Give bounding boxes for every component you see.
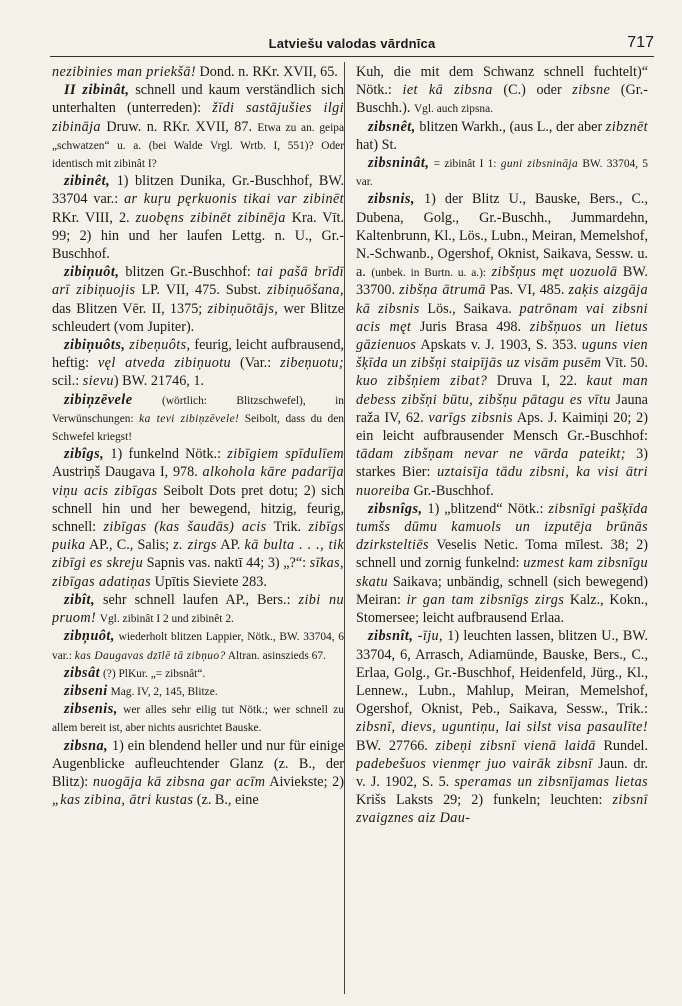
example-text: uztaisīja tādu zibsni, ka visi ātri nuoreiba bbox=[356, 464, 648, 499]
running-header bbox=[50, 34, 654, 57]
entry-text: 1) „blitzend“ Nötk.: bbox=[422, 500, 549, 517]
note-text: (wörtlich: Blitzschwefel), in Verwünschungen: bbox=[52, 394, 344, 425]
dictionary-entry bbox=[52, 63, 344, 81]
example-text: patrōnam vai zibsni acis męt bbox=[356, 300, 648, 335]
dictionary-entry bbox=[52, 627, 344, 663]
dictionary-entry bbox=[52, 591, 344, 627]
entry-text: Aps. J. Kaimiņi 20; 2) ein leicht aufbrausender Mensch Gr.-Buschhof: bbox=[356, 409, 648, 445]
entry-text: 1) blitzen Dunika, Gr.-Buschhof, BW. 33704 var.: bbox=[52, 173, 344, 208]
example-text: kaut man debess zibšņi būtu, zibšņu pātagu es vītu bbox=[356, 373, 648, 408]
example-text: padebešuos vienmęr juo vairāk zibsnī bbox=[356, 755, 593, 772]
entry-text: Jauna raža IV, 62. bbox=[356, 391, 648, 426]
note-example: kas Daugavas dzīlē tā zibņuo? bbox=[74, 649, 226, 662]
headword: zibît, bbox=[64, 591, 95, 608]
left-column bbox=[52, 63, 344, 993]
entry-text: Pas. VI, 485. bbox=[485, 282, 569, 299]
entry-text: BW. 27766. bbox=[356, 737, 436, 754]
example-text: zibsnīgi pašķīda tumšs dūmu kamuols un izputēja brūnās dzirksteltiēs bbox=[356, 500, 648, 554]
note-text: Vgl. auch zipsna. bbox=[413, 103, 494, 116]
entry-text: das Blitzen Vēr. II, 1375; bbox=[52, 300, 208, 317]
entry-text: scil.: bbox=[52, 373, 83, 390]
headword: zibiņzēvele bbox=[64, 391, 133, 408]
example-text: vęl atveda zibiņuotu bbox=[97, 355, 232, 372]
example-text: zibšņus męt uozuolā bbox=[491, 264, 618, 281]
entry-text: hat) St. bbox=[356, 136, 397, 153]
entry-text: Veselis Netic. Toma mīlest. 38; 2) schnell und zornig funkelnd: bbox=[356, 537, 648, 572]
headword: zibsna, bbox=[64, 737, 109, 754]
entry-text: Druva I, 22. bbox=[487, 373, 587, 390]
example-text: ar kuŗu pęrkuonis tikai var zibinēt bbox=[124, 191, 344, 208]
dictionary-entry bbox=[52, 700, 344, 736]
dictionary-entry bbox=[356, 627, 648, 827]
example-text: tai pašā brīdī arī zibiņuojis bbox=[52, 264, 344, 299]
dictionary-entry bbox=[52, 682, 344, 700]
entry-text: feurig, leicht aufbrausend, heftig: bbox=[52, 337, 344, 372]
entry-text: Kra. Vīt. 99; 2) hin und her laufen Lettg. n. U., Gr.-Buschhof. bbox=[52, 209, 344, 263]
dictionary-entry bbox=[52, 664, 344, 682]
example-text: zibiņuōšana, bbox=[267, 282, 344, 299]
example-text: zibīgs puika bbox=[52, 519, 344, 554]
entry-text: 3) starkes Bier: bbox=[356, 446, 648, 481]
example-text: zibsnī zvaigznes aiz Dau- bbox=[356, 792, 648, 827]
entry-text: Gr.-Buschhof. bbox=[409, 482, 494, 499]
entry-text: Kuh, die mit dem Schwanz schnell fuchtelt)“ Nötk.: bbox=[356, 64, 648, 99]
headword: zibiņuôts, bbox=[64, 337, 126, 354]
entry-text: wer Blitze schleudert (vom Jupiter). bbox=[52, 300, 344, 335]
dictionary-entry bbox=[52, 172, 344, 263]
headword: zibiņuôt, bbox=[64, 264, 120, 281]
example-text: kuo zibšņiem zibat? bbox=[356, 373, 488, 390]
entry-text: AP. bbox=[216, 537, 245, 554]
note-text: Seibolt, dass du den Schwefel kriegst! bbox=[52, 412, 344, 444]
dictionary-entry bbox=[52, 336, 344, 391]
example-text: zuobęns zibinēt zibinēja bbox=[135, 209, 286, 226]
example-text: zibeņi zibsnī vienā laidā bbox=[435, 737, 596, 754]
note-text: wiederholt blitzen Lappier, Nötk., BW. 33704, 6 var.: bbox=[52, 631, 344, 662]
example-text: zibšņa ātrumā bbox=[399, 282, 486, 299]
dictionary-entry bbox=[356, 190, 648, 499]
entry-text: 1) leuchten lassen, blitzen U., BW. 33704, 6, Arrasch, Adiamünde, Bauske, Bers., C., Erlaa, Golg., Gr.-Buschhof, Heidenfeld, Jürg., Kl., Lennew., Lubn., Mahlup, Meiran, Memelshof, Ogershof, Oknist, Peb., Saikava, Sessw., Trik.: bbox=[356, 628, 648, 718]
example-text: sīkas, zibīgas adatiņas bbox=[52, 555, 344, 590]
entry-text: Aiviekste; 2) bbox=[265, 773, 344, 790]
dictionary-entry bbox=[356, 118, 648, 154]
example-text: zibsnī, dievs, uguntiņu, lai silst visa pasaulīte! bbox=[356, 719, 648, 736]
example-text: varīgs zibsnis bbox=[428, 409, 513, 426]
dictionary-entry bbox=[52, 81, 344, 172]
dictionary-entry bbox=[52, 737, 344, 810]
headword: zibseni bbox=[64, 682, 108, 699]
entry-text: Vīt. 50. bbox=[601, 355, 648, 372]
headword: II zibinât, bbox=[64, 82, 130, 99]
example-text: zibīgas (kas šaudās) acis bbox=[103, 519, 267, 536]
entry-text: Austriņš Daugava I, 978. bbox=[52, 464, 203, 481]
example-text: nezibinies man priekšā! bbox=[52, 64, 196, 80]
entry-text: (Gr.-Buschh.). bbox=[356, 82, 648, 117]
headword: zibņuôt, bbox=[64, 628, 115, 645]
note-text: BW. 33704, 5 var. bbox=[356, 158, 648, 189]
dictionary-entry bbox=[52, 391, 344, 446]
right-column bbox=[356, 63, 648, 993]
headword: zibsnîgs, bbox=[368, 500, 423, 517]
entry-text: Kalz., Kokn., Stomersee; leicht aufbrausend Erlaa. bbox=[356, 591, 648, 627]
example-text: zibeņuôts, bbox=[129, 337, 191, 354]
entry-text: Druw. n. RKr. XVII, 87. bbox=[100, 118, 258, 135]
entry-text: 1) ein blendend heller und nur für einige Augenblicke aufleuchtender Glanz (z. B., der Blitz): bbox=[52, 737, 344, 790]
example-text: -īju, bbox=[417, 628, 443, 645]
headword: zibsenis, bbox=[64, 701, 118, 718]
example-text: z. zirgs bbox=[173, 537, 217, 554]
note-text: (unbek. in Burtn. u. a.): bbox=[371, 267, 487, 280]
entry-text: Apskats v. J. 1903, S. 353. bbox=[416, 337, 582, 354]
example-text: tādam zibšņam nevar ne vārda pateikt; bbox=[356, 446, 626, 463]
example-text: zibi nu pruom! bbox=[52, 591, 344, 627]
note-text: Mag. IV, 2, 145, Blitze. bbox=[107, 685, 218, 698]
example-text: „kas zibina, ātri kustas bbox=[52, 792, 194, 809]
entry-text: Sapnis vas. naktī 44; 3) „?“: bbox=[143, 555, 310, 572]
note-text: (?) PlKur. „= zibsnât“. bbox=[100, 667, 206, 680]
entry-text: Seibolt Dots pret dotu; 2) sich schnell hin und her bewegend, hitzig, feurig, schnell: bbox=[52, 482, 344, 536]
example-text: uguns vien šķīda un zibšņi staipījās uz visām pusēm bbox=[356, 337, 648, 372]
column-divider bbox=[344, 62, 345, 994]
example-text: zibznēt bbox=[605, 118, 648, 135]
example-text: zaķis aizgāja kā zibsnis bbox=[356, 282, 648, 317]
entry-text: sehr schnell laufen AP., Bers.: bbox=[95, 591, 299, 608]
dictionary-entry bbox=[356, 154, 648, 190]
headword: zibsât bbox=[64, 664, 101, 681]
entry-text: BW. 33700. bbox=[356, 264, 648, 299]
headword: zibsnît, bbox=[368, 628, 414, 645]
headword: zibsnêt, bbox=[368, 118, 416, 135]
entry-text: ) BW. 21746, 1. bbox=[113, 373, 205, 390]
entry-text: AP., C., Salis; bbox=[85, 537, 174, 554]
dictionary-entry bbox=[356, 500, 648, 627]
entry-text: Saikava; unbändig, schnell (sich bewegend) Meiran: bbox=[356, 573, 648, 608]
example-text: žīdi sastājušies ilgi zibināja bbox=[52, 100, 344, 135]
note-text: wer alles sehr eilig tut Nötk.; wer schnell zu allem bereit ist, aber nichts ausrichtet Bauske. bbox=[52, 704, 344, 735]
entry-text: Juris Brasa 498. bbox=[411, 318, 530, 335]
example-text: zibīgiem spīdulīem bbox=[227, 446, 344, 463]
example-text: sievu bbox=[82, 373, 114, 390]
entry-text: (z. B., eine bbox=[193, 792, 259, 809]
entry-text: Krišs Laksts 29; 2) funkeln; leuchten: bbox=[356, 792, 613, 809]
entry-text: Dond. n. RKr. XVII, 65. bbox=[195, 64, 338, 80]
dictionary-title: Latviešu valodas vārdnīca bbox=[268, 36, 436, 51]
entry-text: Trik. bbox=[266, 519, 309, 536]
example-text: zibsne bbox=[572, 82, 611, 99]
note-text: Etwa zu an. geipa „schwatzen“ u. a. (bei Walde Vrgl. Wrtb. I, 551)? Oder identisch mit zibinât I? bbox=[52, 121, 344, 171]
example-text: uzmest kam zibsnīgu skatu bbox=[356, 555, 648, 590]
entry-text: schnell und kaum verständlich sich unterhalten (unterreden): bbox=[52, 82, 344, 117]
example-text: speramas un zibsnījamas lietas bbox=[454, 773, 648, 790]
example-text: zibeņuotu; bbox=[280, 355, 344, 372]
example-text: kā bulta . . ., tik zibīgi es skreju bbox=[52, 537, 344, 572]
entry-text: Lös., Saikava. bbox=[419, 300, 520, 317]
headword: zibsnis, bbox=[368, 191, 415, 208]
note-example: guni zibsnināja bbox=[500, 158, 579, 171]
headword: zibsninât, bbox=[368, 155, 430, 172]
entry-text: 1) funkelnd Nötk.: bbox=[104, 446, 228, 463]
entry-text: blitzen Gr.-Buschhof: bbox=[119, 264, 257, 281]
note-text: = zibinât I 1: bbox=[429, 158, 501, 171]
example-text: ir gan tam zibsnīgs zirgs bbox=[406, 591, 565, 608]
example-text: zibšņuos un lietus gāzienuos bbox=[356, 318, 648, 354]
headword: zibinêt, bbox=[64, 173, 111, 190]
entry-text: Rundel. bbox=[595, 737, 648, 754]
entry-text: Upītis Sieviete 283. bbox=[151, 573, 267, 590]
example-text: nuogāja kā zibsna gar acīm bbox=[92, 773, 266, 790]
entry-text: (Var.: bbox=[231, 355, 281, 372]
entry-text: blitzen Warkh., (aus L., der aber bbox=[415, 118, 606, 135]
dictionary-entry bbox=[52, 445, 344, 591]
page-number: 717 bbox=[627, 34, 654, 51]
dictionary-entry bbox=[52, 263, 344, 336]
entry-text: RKr. VIII, 2. bbox=[52, 209, 136, 226]
example-text: alkohola kāre padarīja viņu acis zibīgas bbox=[52, 464, 344, 499]
headword: zibîgs, bbox=[64, 446, 105, 463]
note-text: Altran. asinszieds 67. bbox=[225, 649, 326, 662]
entry-text: Jaun. dr. v. J. 1902, S. 5. bbox=[356, 755, 648, 790]
example-text: iet kā zibsna bbox=[402, 82, 493, 99]
dictionary-entry bbox=[356, 63, 648, 118]
entry-text: (C.) oder bbox=[492, 82, 573, 99]
note-example: ka tevi zibiņzēvele! bbox=[139, 412, 240, 425]
note-text: Vgl. zibinât I 2 und zibinêt 2. bbox=[99, 613, 234, 626]
entry-text: 1) der Blitz U., Bauske, Bers., C., Dubena, Golg., Gr.-Buschh., Jummardehn, Kaltenbrunn, Kl., Lös., Lubn., Meiran, Memelshof, N.-Schwanb., Ogershof, Oknist, Saikava, Sessw. u. a. bbox=[356, 191, 648, 281]
entry-text: LP. VII, 475. Subst. bbox=[135, 282, 268, 299]
example-text: zibiņuōtājs, bbox=[207, 300, 279, 317]
